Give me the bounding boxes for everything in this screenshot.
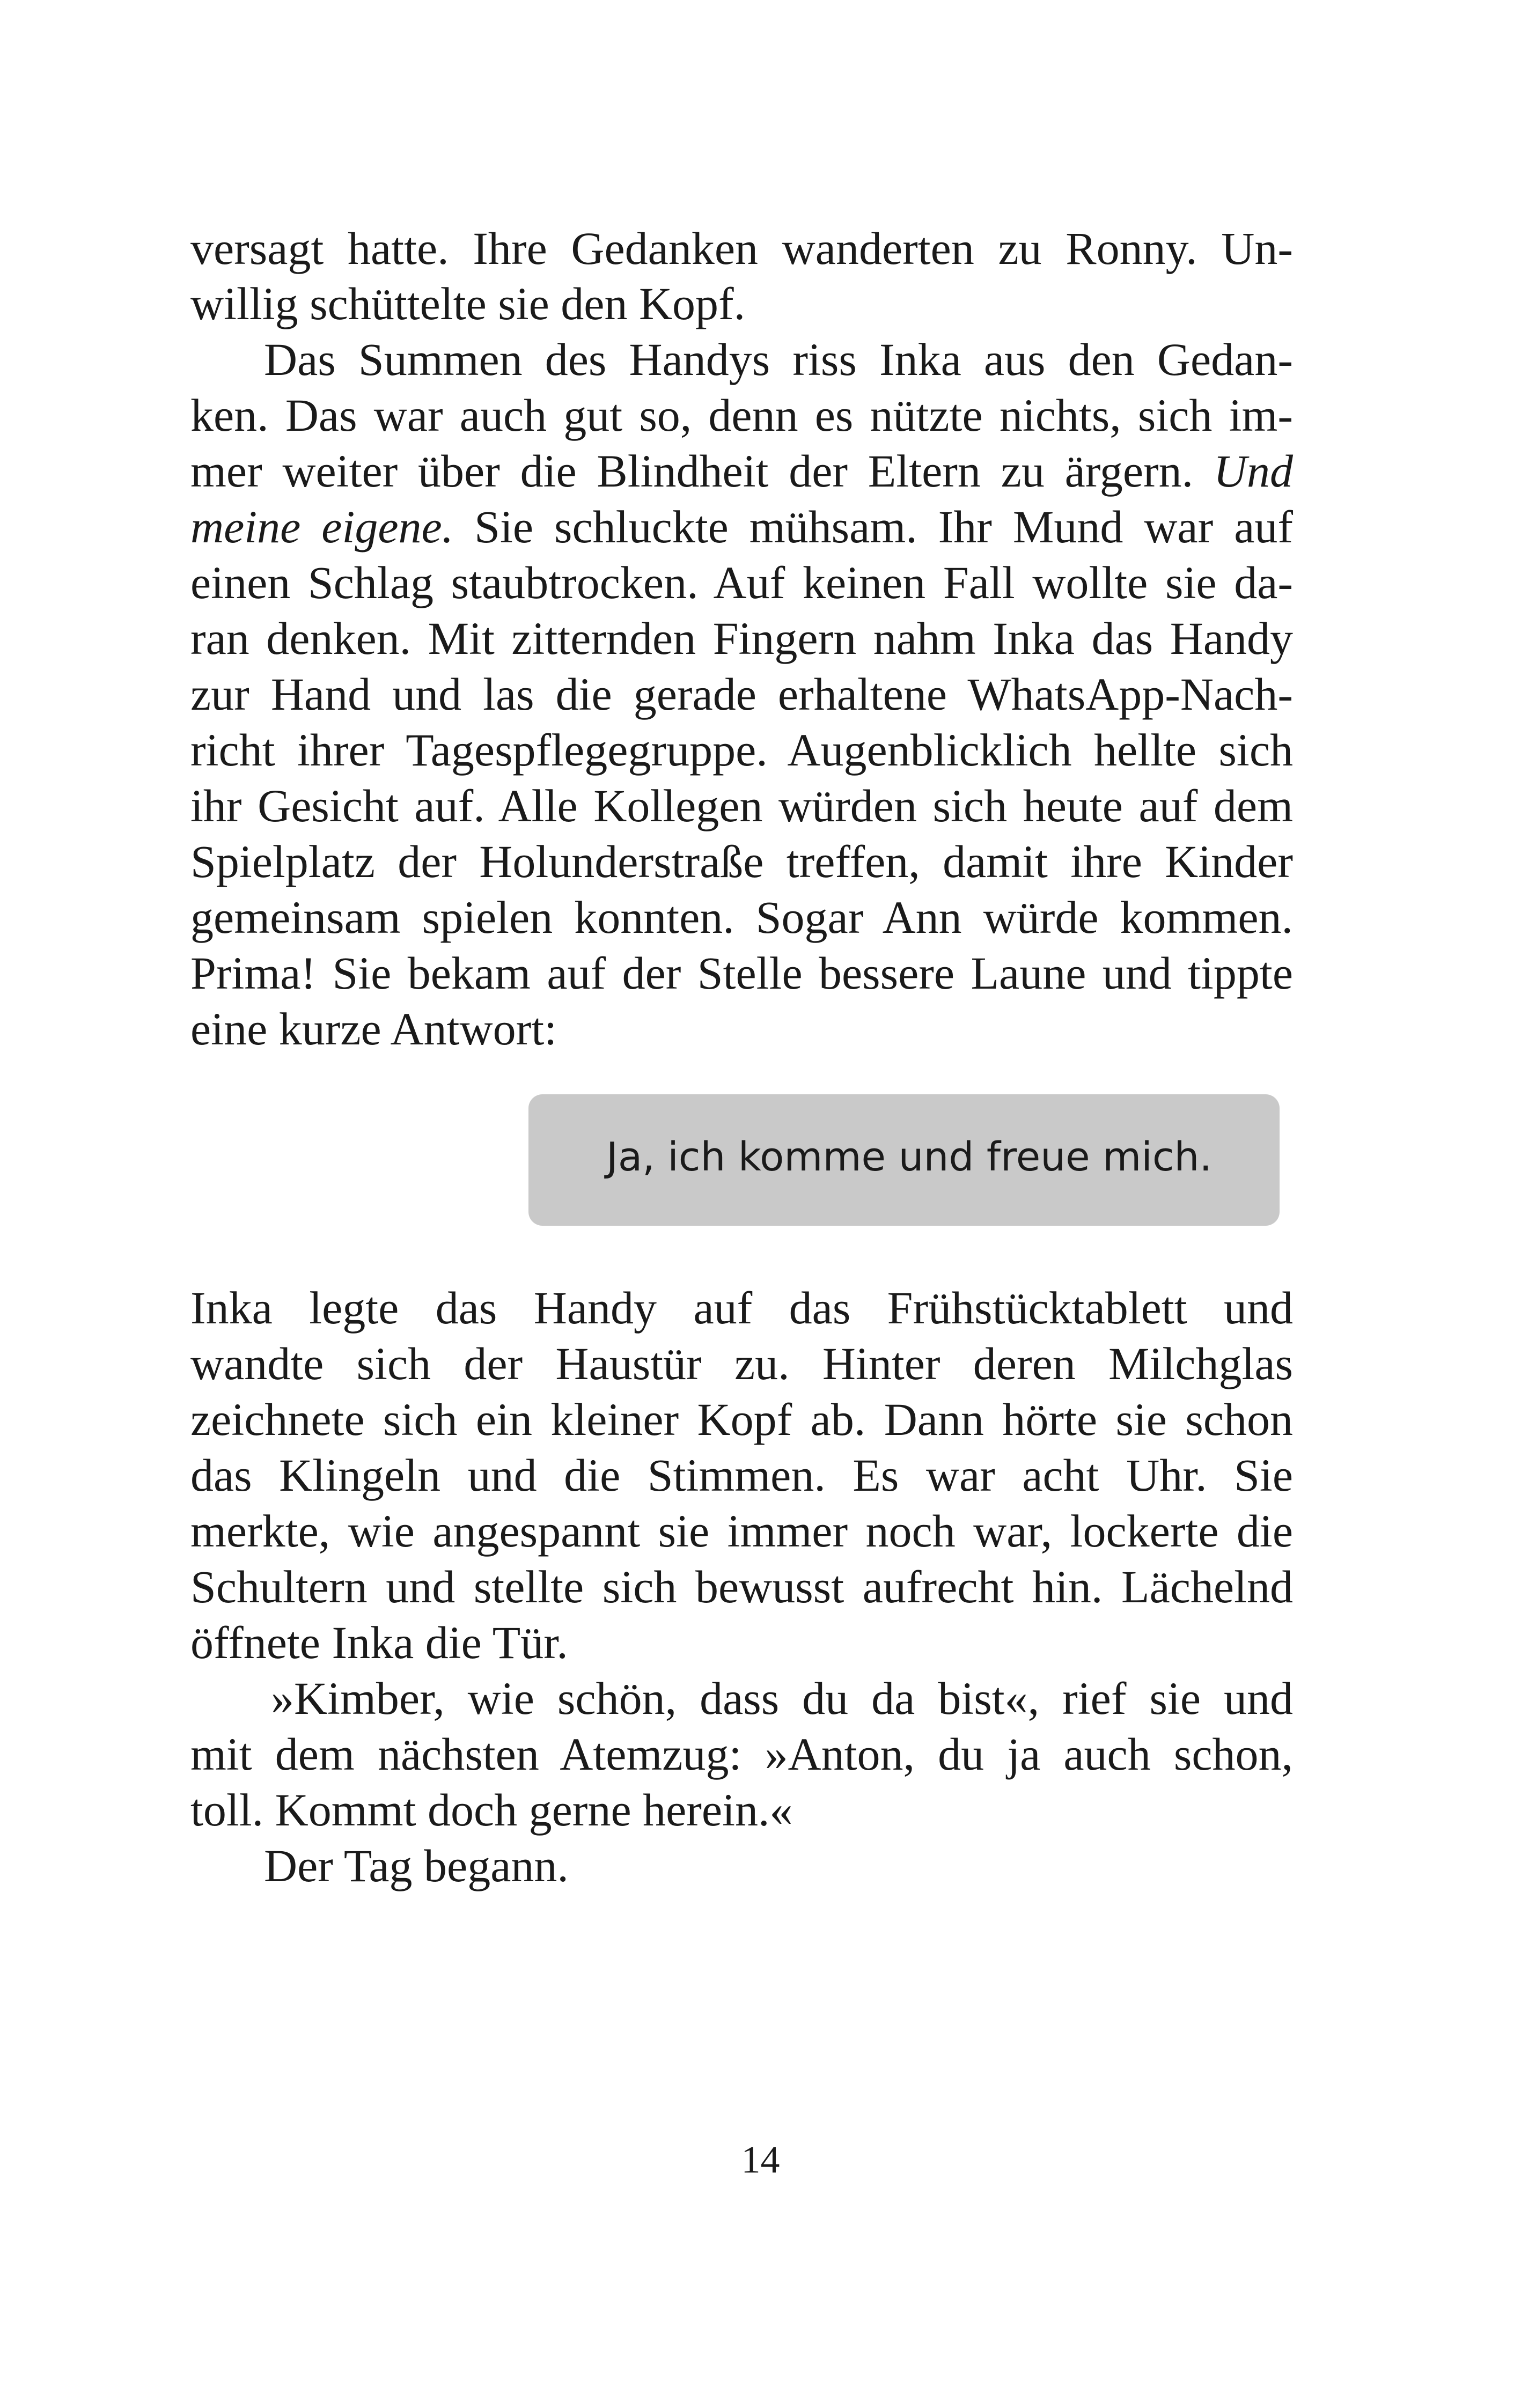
text-line: Schultern und stellte sich bewusst aufrecht hin. Lächelnd	[190, 1561, 1293, 1612]
text-line: Prima! Sie bekam auf der Stelle bessere Laune und tippte	[190, 947, 1293, 999]
text-line: »Kimber, wie schön, dass du da bist«, rief sie und	[271, 1673, 1293, 1724]
text-line	[190, 445, 1293, 497]
text-line: toll. Kommt doch gerne herein.«	[190, 1784, 793, 1836]
text-line: das Klingeln und die Stimmen. Es war acht Uhr. Sie	[190, 1449, 1293, 1501]
text-line: zeichnete sich ein kleiner Kopf ab. Dann hörte sie schon	[190, 1394, 1293, 1445]
text-line: merkte, wie angespannt sie immer noch war, lockerte die	[190, 1505, 1293, 1557]
text-line: öffnete Inka die Tür.	[190, 1617, 568, 1668]
text-line: eine kurze Antwort:	[190, 1003, 557, 1055]
message-bubble	[528, 1094, 1280, 1226]
text-line: ken. Das war auch gut so, denn es nützte nichts, sich im-	[190, 389, 1293, 441]
text-line: willig schüttelte sie den Kopf.	[190, 278, 746, 329]
text-span: mer weiter über die Blindheit der Eltern zu ärgern.	[190, 445, 1214, 497]
text-line: einen Schlag staubtrocken. Auf keinen Fall wollte sie da-	[190, 557, 1293, 608]
message-bubble-text: Ja, ich komme und freue mich.	[606, 1134, 1212, 1180]
text-line: versagt hatte. Ihre Gedanken wanderten zu Ronny. Un-	[190, 223, 1293, 274]
text-line: mit dem nächsten Atemzug: »Anton, du ja auch schon,	[190, 1728, 1293, 1780]
text-line: Inka legte das Handy auf das Frühstücktablett und	[190, 1282, 1293, 1334]
text-line: zur Hand und las die gerade erhaltene WhatsApp-Nach-	[190, 668, 1293, 720]
text-line: Das Summen des Handys riss Inka aus den Gedan-	[264, 334, 1293, 385]
text-line: ran denken. Mit zitternden Fingern nahm Inka das Handy	[190, 613, 1293, 664]
italic-text: meine eigene.	[190, 501, 454, 553]
text-line: ihr Gesicht auf. Alle Kollegen würden sich heute auf dem	[190, 780, 1293, 831]
text-span: Sie schluckte mühsam. Ihr Mund war auf	[453, 501, 1294, 553]
italic-text: Und	[1213, 445, 1293, 497]
page-number: 14	[741, 2138, 780, 2181]
text-line: Spielplatz der Holunderstraße treffen, damit ihre Kinder	[190, 836, 1293, 887]
text-line: richt ihrer Tagespflegegruppe. Augenblicklich hellte sich	[190, 724, 1293, 776]
text-line: wandte sich der Haustür zu. Hinter deren Milchglas	[190, 1338, 1293, 1389]
text-line: Der Tag begann.	[264, 1840, 569, 1891]
text-line: gemeinsam spielen konnten. Sogar Ann würde kommen.	[190, 892, 1293, 943]
text-line	[190, 501, 1294, 553]
